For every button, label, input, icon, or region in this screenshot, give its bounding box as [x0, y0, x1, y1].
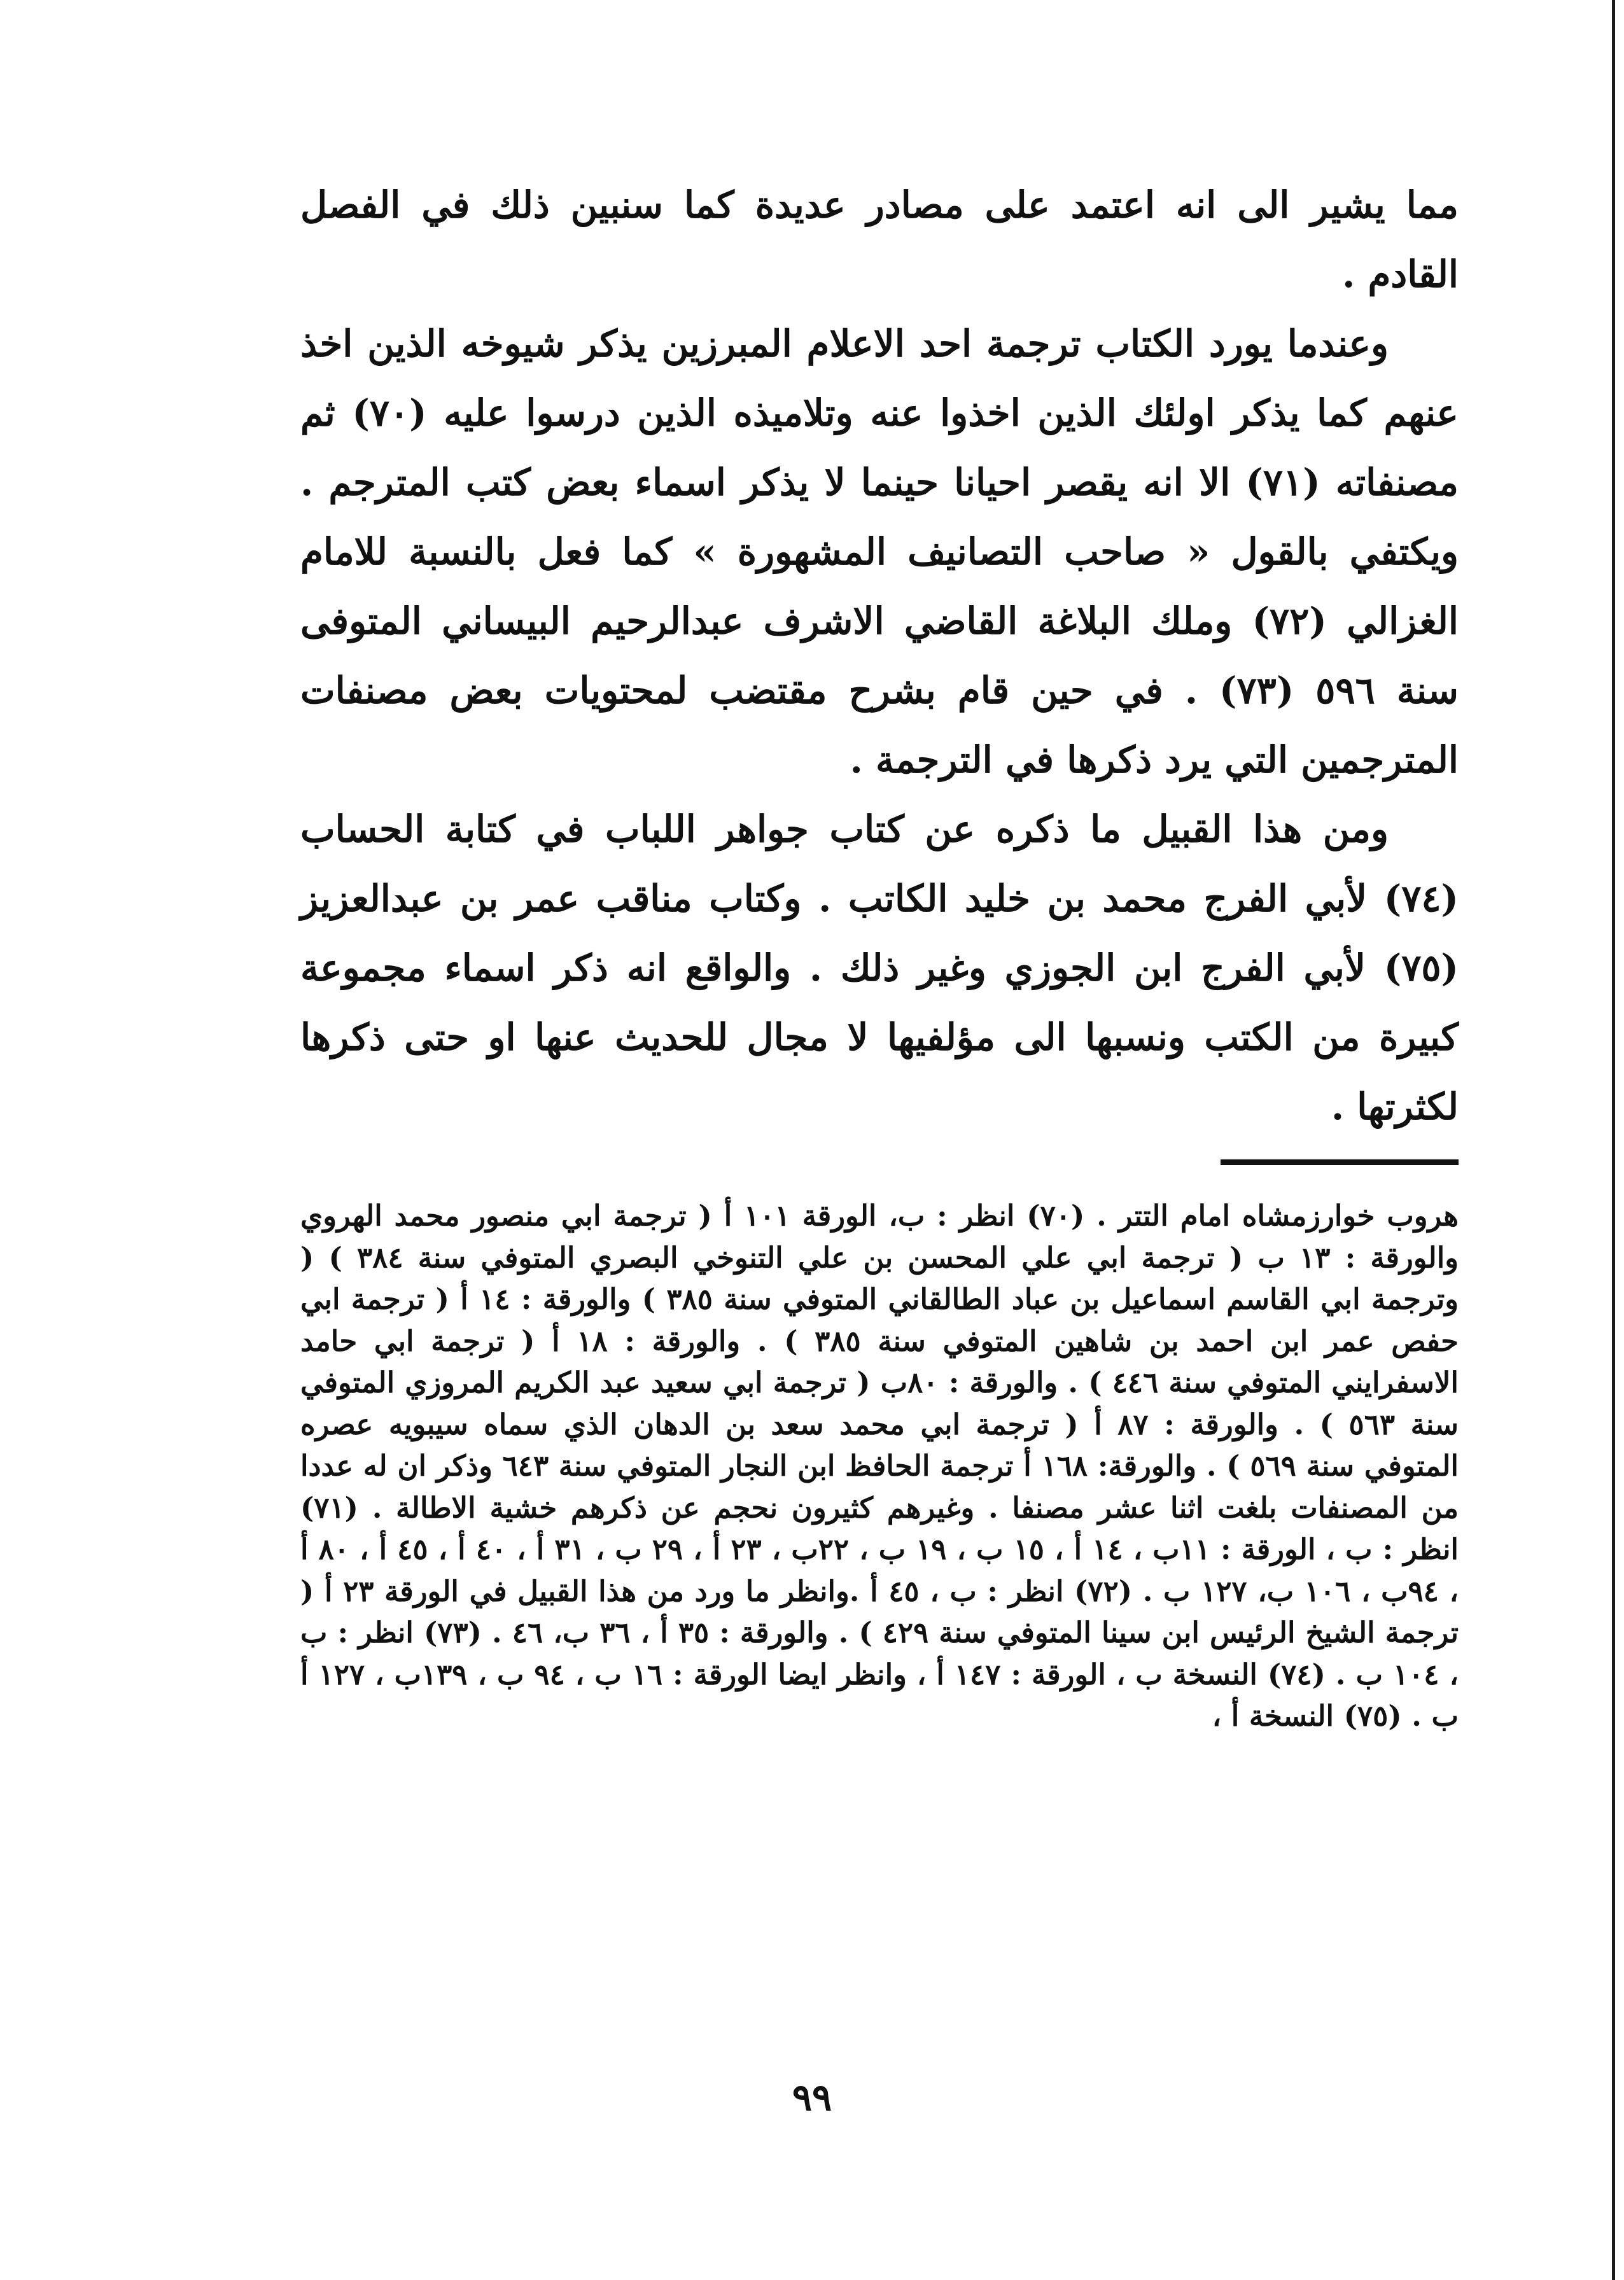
paragraph-3: ومن هذا القبيل ما ذكره عن كتاب جواهر اللباب في كتابة الحساب (٧٤) لأبي الفرج محمد بن خليد الكاتب . وكتاب مناقب عمر بن عبدالعزيز (٧٥) لأبي الفرج ابن الجوزي وغير ذلك . والواقع انه ذكر اسماء مجموعة كبيرة من الكتب ونسبها الى مؤلفيها لا مجال للحديث عنها او حتى ذكرها لكثرتها .: [300, 808, 1459, 1128]
paragraph-2: وعندما يورد الكتاب ترجمة احد الاعلام المبرزين يذكر شيوخه الذين اخذ عنهم كما يذكر اولئك الذين اخذوا عنه وتلاميذه الذين درسوا عليه (٧٠) ثم مصنفاته (٧١) الا انه يقصر احيانا حينما لا يذكر اسماء بعض كتب المترجم . ويكتفي بالقول « صاحب التصانيف المشهورة » كما فعل بالنسبة للامام الغزالي (٧٢) وملك البلاغة القاضي الاشرف عبدالرحيم البيساني المتوفى سنة ٥٩٦ (٧٣) . في حين قام بشرح مقتضب لمحتويات بعض مصنفات المترجمين التي يرد ذكرها في الترجمة .: [300, 322, 1459, 781]
paragraph-1: مما يشير الى انه اعتمد على مصادر عديدة كما سنبين ذلك في الفصل القادم .: [300, 183, 1459, 296]
scan-edge-line: [1612, 0, 1615, 2280]
footnotes: [300, 1195, 1459, 1737]
footnotes-text: هروب خوارزمشاه امام التتر . (٧٠) انظر : ب، الورقة ١٠١ أ ( ترجمة ابي منصور محمد الهروي والورقة : ١٣ ب ( ترجمة ابي علي المحسن بن علي التنوخي البصري المتوفي سنة ٣٨٤ ) ( وترجمة ابي القاسم اسماعيل بن عباد الطالقاني المتوفي سنة ٣٨٥ ) والورقة : ١٤ أ ( ترجمة ابي حفص عمر ابن احمد بن شاهين المتوفي سنة ٣٨٥ ) . والورقة : ١٨ أ ( ترجمة ابي حامد الاسفرايني المتوفي سنة ٤٤٦ ) . والورقة : ٨٠ب ( ترجمة ابي سعيد عبد الكريم المروزي المتوفي سنة ٥٦٣ ) . والورقة : ٨٧ أ ( ترجمة ابي محمد سعد بن الدهان الذي سماه سيبويه عصره المتوفي سنة ٥٦٩ ) . والورقة: ١٦٨ أ ترجمة الحافظ ابن النجار المتوفي سنة ٦٤٣ وذكر ان له عددا من المصنفات بلغت اثنا عشر مصنفا . وغيرهم كثيرون نحجم عن ذكرهم خشية الاطالة . (٧١) انظر : ب ، الورقة : ١١ب ، ١٤ أ ، ١٥ ب ، ١٩ ب ، ٢٢ب ، ٢٣ أ ، ٢٩ ب ، ٣١ أ ، ٤٠ أ ، ٤٥ أ ، ٨٠ أ ، ٩٤ب ، ١٠٦ ب، ١٢٧ ب . (٧٢) انظر : ب ، ٤٥ أ .وانظر ما ورد من هذا القبيل في الورقة ٢٣ أ ( ترجمة الشيخ الرئيس ابن سينا المتوفي سنة ٤٢٩ ) . والورقة : ٣٥ أ ، ٣٦ ب، ٤٦ . (٧٣) انظر : ب ، ١٠٤ ب . (٧٤) النسخة ب ، الورقة : ١٤٧ أ ، وانظر ايضا الورقة : ١٦ ب ، ٩٤ ب ، ١٣٩ب ، ١٢٧ أ ب . (٧٥) النسخة أ ،: [300, 1199, 1459, 1733]
body-text: [300, 171, 1459, 1142]
page-number: ٩٩: [792, 2076, 832, 2119]
footnote-separator: [1221, 1159, 1459, 1165]
